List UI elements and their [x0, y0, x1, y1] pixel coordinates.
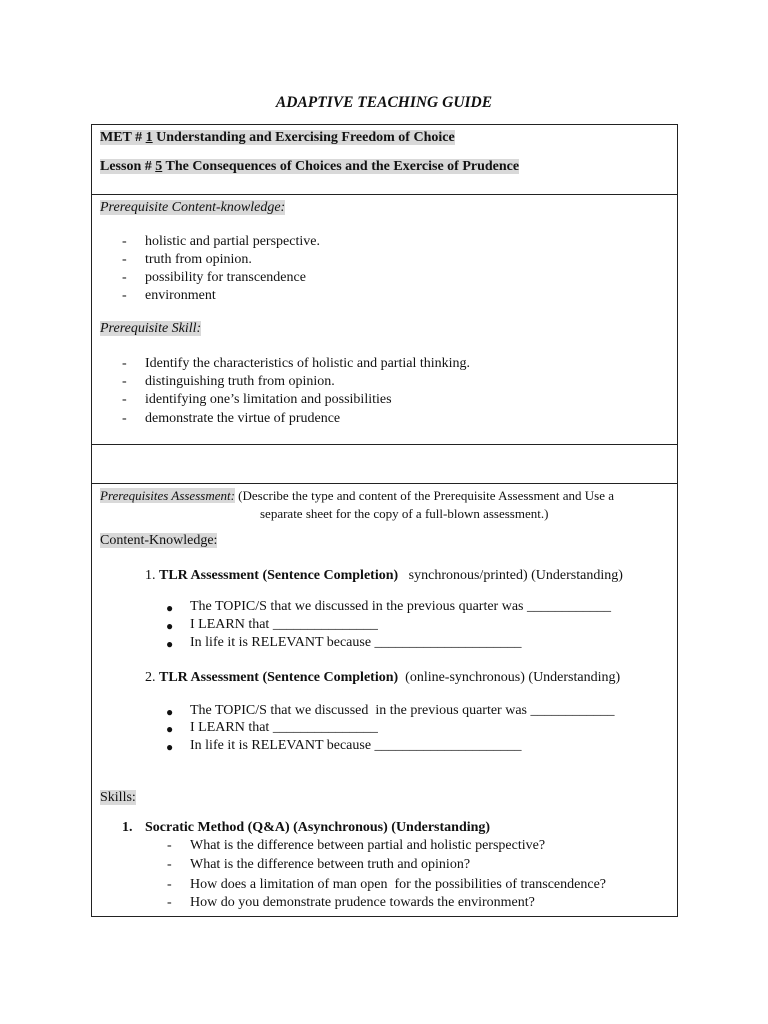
dash-marker: - — [122, 234, 127, 249]
lesson-number: 5 — [155, 159, 163, 174]
list-item: How does a limitation of man open for the possibilities of transcendence? — [190, 877, 607, 892]
list-item: distinguishing truth from opinion. — [145, 374, 335, 389]
dash-marker: - — [122, 392, 127, 407]
list-item: How do you demonstrate prudence towards the environment? — [190, 895, 535, 910]
dash-marker: - — [122, 288, 127, 303]
list-item: holistic and partial perspective. — [145, 234, 320, 249]
dash-marker: - — [167, 857, 172, 872]
list-item: In life it is RELEVANT because _____________________ — [190, 738, 522, 753]
list-item: truth from opinion. — [145, 252, 252, 267]
tlr1-number: 1. — [145, 568, 159, 583]
dash-marker: - — [122, 270, 127, 285]
prereq-skill-heading — [100, 321, 201, 337]
bullet-marker: ● — [166, 637, 174, 651]
lesson-title: The Consequences of Choices and the Exercise of Prudence — [162, 159, 520, 174]
list-item: environment — [145, 288, 216, 303]
dash-marker: - — [167, 838, 172, 853]
assessment-heading-line — [100, 488, 614, 504]
assessment-description-1: (Describe the type and content of the Prerequisite Assessment and Use a — [234, 488, 614, 503]
skills-label-text: Skills: — [100, 790, 136, 805]
tlr2-mode: (online-synchronous) (Understanding) — [398, 670, 621, 685]
tlr1-mode: synchronous/printed) (Understanding) — [398, 568, 623, 583]
prereq-content-heading — [100, 200, 285, 216]
socratic-number: 1. — [122, 820, 133, 835]
tlr2-number: 2. — [145, 670, 159, 685]
prereq-content-heading-text: Prerequisite Content-knowledge: — [100, 200, 286, 215]
content-knowledge-label — [100, 533, 217, 549]
tlr2-title: TLR Assessment (Sentence Completion) — [159, 670, 399, 685]
empty-row — [91, 444, 678, 484]
dash-marker: - — [122, 252, 127, 267]
list-item: demonstrate the virtue of prudence — [145, 411, 341, 426]
bullet-marker: ● — [166, 722, 174, 736]
dash-marker: - — [167, 877, 172, 892]
list-item: I LEARN that _______________ — [190, 720, 378, 735]
assessment-heading: Prerequisites Assessment: — [100, 488, 235, 503]
met-title: Understanding and Exercising Freedom of Choice — [152, 130, 455, 145]
list-item: In life it is RELEVANT because _____________________ — [190, 635, 522, 650]
met-number: 1 — [145, 130, 153, 145]
list-item: The TOPIC/S that we discussed in the previous quarter was ____________ — [190, 703, 615, 718]
tlr2-heading — [145, 670, 620, 686]
socratic-title: Socratic Method (Q&A) (Asynchronous) (Understanding) — [145, 820, 491, 835]
dash-marker: - — [122, 374, 127, 389]
bullet-marker: ● — [166, 619, 174, 633]
dash-marker: - — [122, 411, 127, 426]
lesson-prefix: Lesson # — [100, 159, 156, 174]
page-title: ADAPTIVE TEACHING GUIDE — [275, 94, 493, 111]
prereq-skill-heading-text: Prerequisite Skill: — [100, 321, 202, 336]
list-item: What is the difference between partial and holistic perspective? — [190, 838, 546, 853]
bullet-marker: ● — [166, 740, 174, 754]
list-item: possibility for transcendence — [145, 270, 306, 285]
list-item: What is the difference between truth and opinion? — [190, 857, 471, 872]
tlr1-heading — [145, 568, 623, 584]
list-item: The TOPIC/S that we discussed in the previous quarter was ____________ — [190, 599, 611, 614]
dash-marker: - — [122, 356, 127, 371]
list-item: identifying one’s limitation and possibilities — [145, 392, 392, 407]
list-item: Identify the characteristics of holistic and partial thinking. — [145, 356, 471, 371]
list-item: I LEARN that _______________ — [190, 617, 378, 632]
skills-label — [100, 790, 136, 806]
met-line — [100, 130, 455, 146]
dash-marker: - — [167, 895, 172, 910]
content-knowledge-text: Content-Knowledge: — [100, 533, 218, 548]
assessment-description-2: separate sheet for the copy of a full-blown assessment.) — [260, 506, 549, 521]
lesson-line — [100, 159, 519, 175]
bullet-marker: ● — [166, 601, 174, 615]
met-prefix: MET # — [100, 130, 146, 145]
tlr1-title: TLR Assessment (Sentence Completion) — [159, 568, 399, 583]
bullet-marker: ● — [166, 705, 174, 719]
